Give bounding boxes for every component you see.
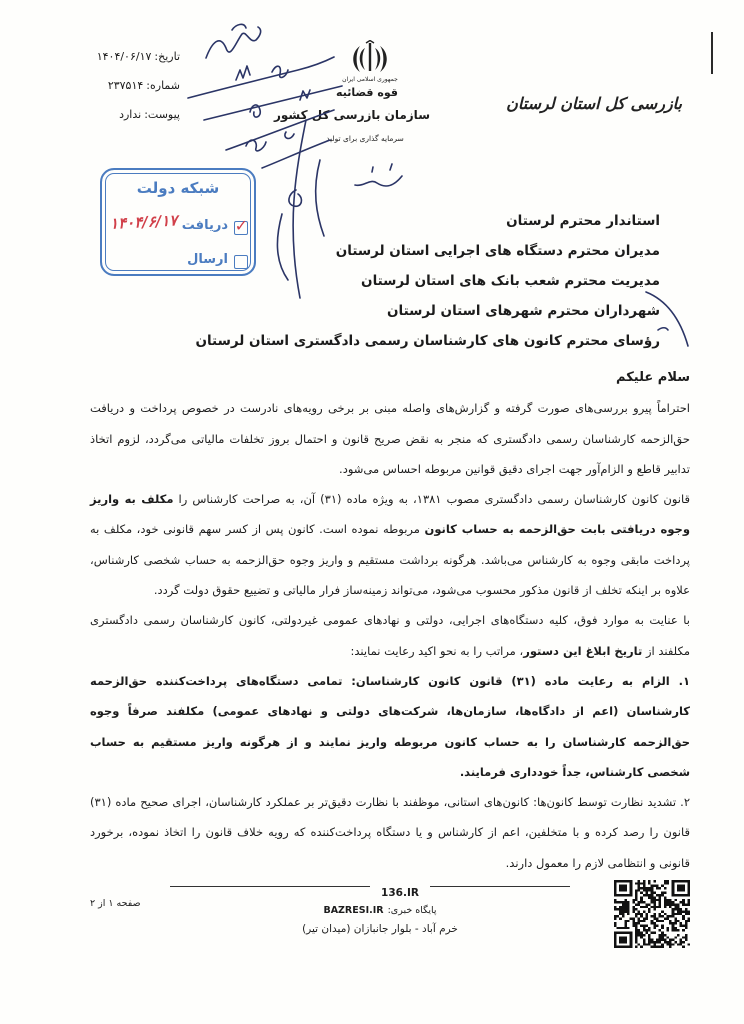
greeting: سلام علیکم [616,370,690,385]
year-slogan: سرمایه گذاری برای تولید [326,134,404,143]
judiciary-title: قوه قضائیه [336,86,398,99]
emblem-caption: جمهوری اسلامی ایران [342,76,398,83]
page-number: صفحه ۱ از ۲ [90,898,141,910]
qr-code-icon [614,880,690,948]
recipient-line: مدیریت محترم شعب بانک های استان لرستان [361,273,660,289]
law-text-start: قانون کانون کارشناسان رسمی دادگستری مصوب ۱۳۸۱، به ویژه ماده (۳۱) آن، به صراحت کارشناس را [173,492,691,507]
directive-item-2: ۲. تشدید نظارت توسط کانون‌ها: کانون‌های استانی، موظفند با نظارت دقیق‌تر بر عملکرد کارشناسان، اجرای صحیح ماده (۳۱) قانون را رصد کرده و با متخلفین، اعم از کارشناس و یا دستگاه پرداخت‌کننده که رویه خلاف قانون را اتخاذ نموده، برخورد قانونی و انتظامی لازم را معمول دارند. [90,795,690,870]
margin-rule [711,32,713,74]
office-title: بازرسی کل استان لرستان [506,94,682,113]
footer-address: خرم آباد - بلوار جانبازان (میدان تیر) [302,923,458,936]
order-text-emphasis: تاریخ ابلاغ این دستور [523,643,643,658]
qr-modules [614,880,690,948]
attachment-value: ندارد [119,108,142,121]
order-text-end: ، مراتب را به نحو اکید رعایت نمایند: [350,643,524,658]
order-text-start: با عنایت به موارد فوق، کلیه دستگاه‌های اجرایی، دولتی و نهادهای عمومی غیردولتی، کانون کارشناسان رسمی دادگستری مکلفند از [90,613,690,658]
check-icon: ✓ [234,216,248,235]
iran-emblem-icon [350,40,390,76]
law-text-end: مربوطه نموده است. کانون پس از کسر سهم قانونی خود، مکلف به پرداخت مابقی وجوه به کارشناس می‌باشد. هرگونه برداشت مستقیم و واریز وجوه حق‌الزحمه به حساب شخصی کارشناس، علاوه بر اینکه تخلف از قانون مذکور محسوب می‌شود، می‌تواند زمینه‌ساز فرار مالیاتی و تضییع حقوق دولت گردد. [90,522,690,598]
recipient-line: رؤسای محترم کانون های کارشناسان رسمی دادگستری استان لرستان [195,333,660,349]
number-value: ۲۳۷۵۱۴ [107,79,144,92]
footer-phone: 136.IR [370,878,430,908]
letter-meta [74,42,180,129]
number-label: شماره: [146,79,180,92]
date-value: ۱۴۰۴/۰۶/۱۷ [96,50,152,63]
recipient-line: شهرداران محترم شهرهای استان لرستان [387,303,660,319]
letter-footer [90,886,690,958]
letter-body [90,363,690,958]
recipient-line: استاندار محترم لرستان [506,213,660,229]
recipients-list [90,206,660,356]
news-site-label: پایگاه خبری: [387,905,437,917]
date-row [74,42,180,71]
paragraph-law [90,484,690,605]
paragraph-intro: احتراماً پیرو بررسی‌های صورت گرفته و گزارش‌های واصله مبنی بر برخی رویه‌های نادرست در خصوص پرداخت و دریافت حق‌الزحمه کارشناسان رسمی دادگستری که منجر به نقض صریح قانون و احتمال بروز تخلفات مالیاتی می‌گردد، لزوم اتخاذ تدابیر قاطع و الزام‌آور جهت اجرای دقیق قوانین مربوطه احساس می‌شود. [90,401,690,476]
received-label: دریافت [181,218,228,233]
date-label: تاریخ: [154,50,180,63]
attachment-row [74,100,180,129]
attachment-label: پیوست: [144,108,180,121]
received-date-handwritten: ۱۴۰۴/۶/۱۷ [109,211,178,233]
directive-item-1: ۱. الزام به رعایت ماده (۳۱) قانون کانون کارشناسان: تمامی دستگاه‌های پرداخت‌کننده حق‌الزحمه کارشناسان (اعم از دادگاه‌ها، سازمان‌ها، شرکت‌های دولتی و نهادهای عمومی) مکلفند صرفاً وجوه حق‌الزحمه کارشناسان را به حساب کانون مربوطه واریز نمایند و از هرگونه واریز مستقیم به حساب شخصی کارشناس، جداً خودداری فرمایند. [90,673,690,779]
recipient-line: مدیران محترم دستگاه های اجرایی استان لرستان [335,243,660,259]
sent-label: ارسال [187,252,228,267]
number-row [74,71,180,100]
stamp-title: شبکه دولت [136,179,220,197]
organization-title: سازمان بازرسی کل کشور [273,108,430,122]
news-site-url: BAZRESI.IR [323,905,384,917]
paragraph-order [90,605,690,666]
law-text-emphasis: مکلف به واریز وجوه دریافتی بابت حق‌الزحمه به حساب کانون [90,492,690,537]
